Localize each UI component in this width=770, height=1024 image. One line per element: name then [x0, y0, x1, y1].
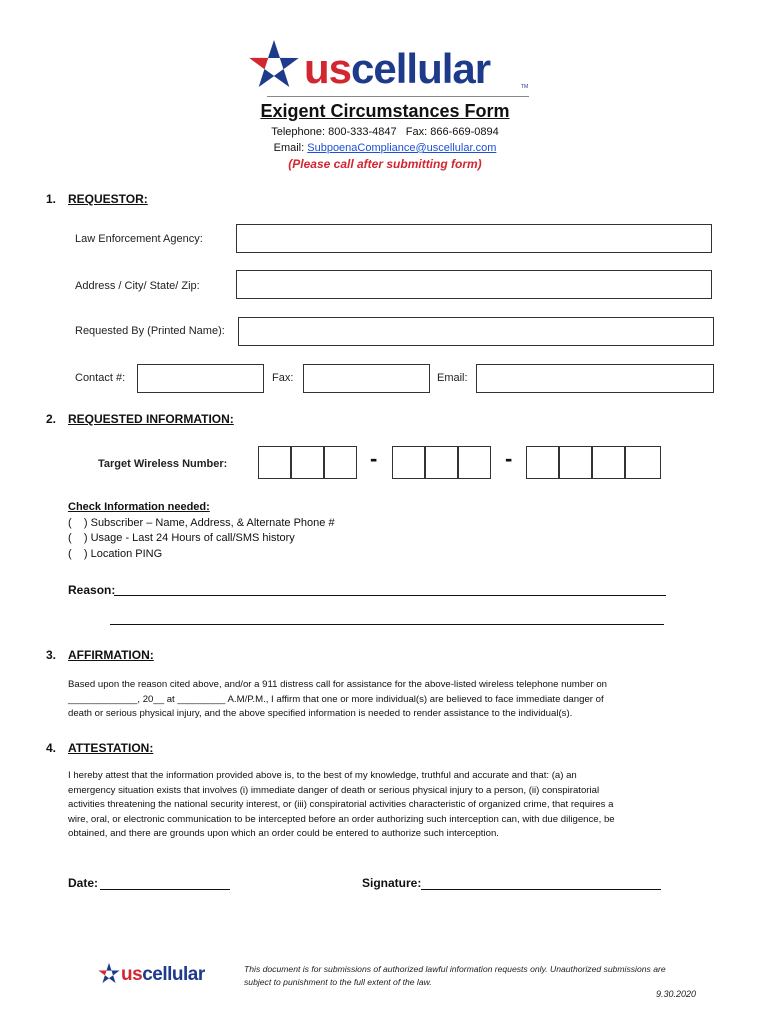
section-4-heading	[46, 741, 153, 755]
number-dash: -	[505, 446, 513, 471]
section-2-title: REQUESTED INFORMATION:	[68, 412, 234, 426]
attestation-line: emergency situation exists that involves (i) immediate danger of death or serious physical injury to a person, (ii) conspiratorial	[68, 784, 600, 796]
target-number-group-2	[392, 446, 494, 479]
option-subscriber[interactable]: ( ) Subscriber – Name, Address, & Alternate Phone #	[68, 516, 335, 529]
fax-label: Fax:	[272, 372, 294, 384]
contact-input[interactable]	[137, 364, 264, 393]
call-notice: (Please call after submitting form)	[288, 157, 482, 171]
digit-box[interactable]	[458, 446, 491, 479]
check-info-heading: Check Information needed:	[68, 501, 210, 513]
agency-label: Law Enforcement Agency:	[75, 233, 203, 245]
section-2-heading	[46, 412, 234, 426]
email-line	[0, 142, 770, 154]
footer-logo-us: us	[121, 964, 143, 985]
fax-input[interactable]	[303, 364, 430, 393]
requested-by-label: Requested By (Printed Name):	[75, 325, 225, 337]
disclaimer-line: subject to punishment to the full extent of the law.	[244, 977, 432, 987]
affirmation-line: _____________, 20__ at _________ A.M/P.M., I affirm that one or more individual(s) are believed to face immediate danger of	[68, 693, 604, 705]
section-4-title: ATTESTATION:	[68, 741, 154, 755]
reason-line-2[interactable]	[110, 624, 664, 625]
requested-by-input[interactable]	[238, 317, 714, 346]
section-3-title: AFFIRMATION:	[68, 648, 154, 662]
form-title: Exigent Circumstances Form	[260, 101, 510, 121]
footer-logo	[97, 960, 212, 988]
header-logo	[246, 36, 531, 98]
logo-us: us	[304, 45, 352, 92]
section-4-number: 4.	[46, 741, 57, 755]
email-link[interactable]: SubpoenaCompliance@uscellular.com	[307, 142, 497, 154]
digit-box[interactable]	[258, 446, 291, 479]
logo-cellular: cellular	[351, 45, 491, 92]
email-field-label: Email:	[437, 372, 468, 384]
digit-box[interactable]	[291, 446, 324, 479]
digit-box[interactable]	[392, 446, 425, 479]
option-location-ping[interactable]: ( ) Location PING	[68, 547, 163, 560]
star-burst-icon	[97, 962, 121, 986]
disclaimer-line: This document is for submissions of authorized lawful information requests only. Unauthorized submissions are	[244, 964, 666, 974]
affirmation-line: Based upon the reason cited above, and/or a 911 distress call for assistance for the above-listed wireless telephone number on	[68, 679, 607, 690]
section-2-number: 2.	[46, 412, 57, 426]
attestation-line: activities threatening the national security interest, or (iii) conspiratorial activities characteristic of organized crime, that requires a	[68, 799, 614, 810]
logo-tm: TM	[521, 84, 529, 90]
footer-logo-cellular: cellular	[142, 964, 205, 985]
logo-rule	[267, 96, 529, 97]
section-3-number: 3.	[46, 648, 57, 662]
contact-label: Contact #:	[75, 372, 126, 384]
target-number-label: Target Wireless Number:	[98, 458, 228, 470]
digit-box[interactable]	[324, 446, 357, 479]
attestation-line: I hereby attest that the information provided above is, to the best of my knowledge, truthful and accurate and that: (a) an	[68, 770, 577, 781]
target-number-group-3	[526, 446, 661, 479]
signature-label: Signature:	[362, 876, 422, 890]
digit-box[interactable]	[625, 446, 661, 479]
affirmation-line: death or serious physical injury, and the above specified information is needed to render assistance to the individual(s).	[68, 708, 573, 719]
check-info-block	[68, 500, 335, 562]
section-1-title: REQUESTOR:	[68, 192, 148, 206]
agency-input[interactable]	[236, 224, 712, 253]
section-1-heading	[46, 192, 148, 206]
attestation-text	[68, 769, 708, 842]
reason-label: Reason:	[68, 583, 116, 597]
section-3-heading	[46, 648, 154, 662]
reason-line-1[interactable]	[114, 595, 666, 596]
attestation-line: wire, oral, or electronic communication to be intercepted before an order authorizing such interception can, with due diligence, be	[68, 813, 615, 825]
date-label: Date:	[68, 876, 99, 890]
section-1-number: 1.	[46, 192, 57, 206]
digit-box[interactable]	[592, 446, 625, 479]
option-usage[interactable]: ( ) Usage - Last 24 Hours of call/SMS history	[68, 532, 295, 544]
address-input[interactable]	[236, 270, 712, 299]
version-date: 9.30.2020	[656, 989, 697, 999]
email-label: Email:	[273, 142, 308, 154]
target-number-group-1	[258, 446, 360, 479]
affirmation-text	[68, 678, 708, 722]
attestation-line: obtained, and there are grounds upon which an order could be entered to authorize such interception.	[68, 828, 499, 839]
digit-box[interactable]	[526, 446, 559, 479]
digit-box[interactable]	[559, 446, 592, 479]
disclaimer	[244, 963, 714, 989]
star-burst-icon	[246, 38, 302, 94]
number-dash: -	[370, 446, 378, 471]
signature-line[interactable]	[421, 889, 661, 890]
address-label: Address / City/ State/ Zip:	[75, 280, 200, 292]
telephone-line: Telephone: 800-333-4847 Fax: 866-669-0894	[271, 126, 499, 138]
email-input[interactable]	[476, 364, 714, 393]
date-line[interactable]	[100, 889, 230, 890]
digit-box[interactable]	[425, 446, 458, 479]
